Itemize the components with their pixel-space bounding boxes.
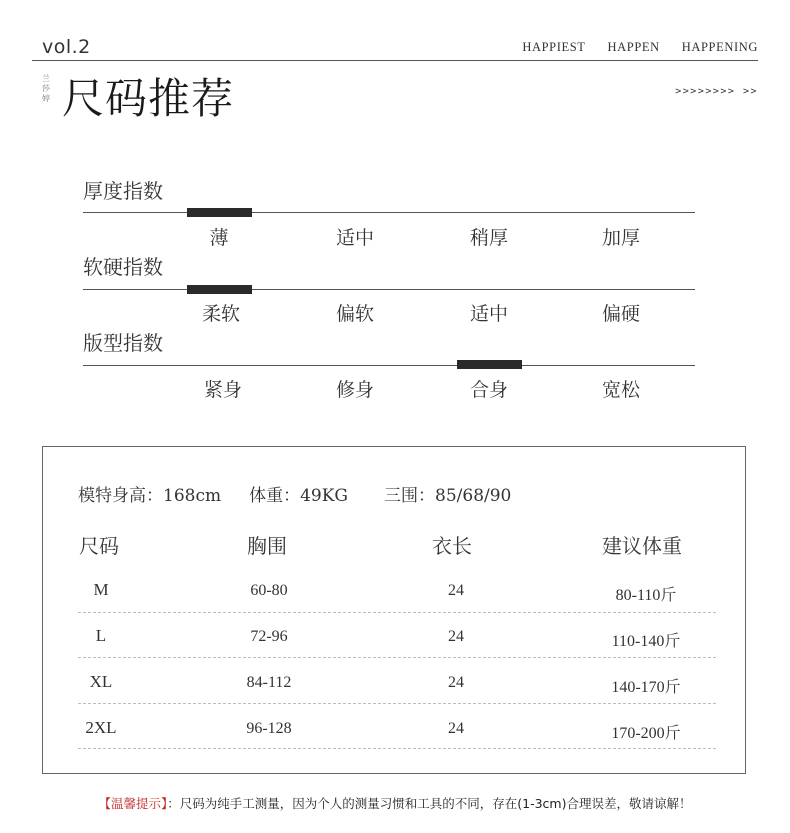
- index-option: 柔软: [201, 303, 240, 325]
- table-header-length: 衣长: [432, 534, 472, 558]
- row-divider: [78, 612, 716, 613]
- row-divider: [78, 748, 716, 749]
- index-option: 修身: [335, 379, 374, 401]
- table-header-size: 尺码: [79, 534, 119, 558]
- model-info: [78, 481, 511, 506]
- index-marker: [187, 285, 252, 294]
- tip-lead: 【温馨提示】: [98, 796, 168, 811]
- index-option: 合身: [469, 379, 508, 401]
- cell-length: 24: [448, 720, 464, 737]
- cell-weight: 110-140斤: [611, 633, 681, 650]
- index-label: 软硬指数: [83, 255, 163, 279]
- cell-size: XL: [89, 672, 113, 691]
- cell-weight: 80-110斤: [615, 587, 677, 604]
- brand-char: 兰: [42, 74, 50, 83]
- index-option: 薄: [209, 227, 229, 249]
- model-weight: 体重：49KG: [249, 486, 349, 506]
- index-option: 加厚: [601, 227, 640, 249]
- index-scale-line: [83, 365, 695, 366]
- page-title: 尺码推荐: [62, 74, 235, 123]
- cell-length: 24: [448, 628, 464, 645]
- row-divider: [78, 703, 716, 704]
- table-header-chest: 胸围: [247, 534, 287, 558]
- brand-vertical: [40, 74, 52, 104]
- model-height: 模特身高：168cm: [78, 486, 222, 506]
- index-scale-line: [83, 212, 695, 213]
- tag-happen: HAPPEN: [607, 40, 660, 54]
- index-marker: [187, 208, 252, 217]
- row-divider: [78, 657, 716, 658]
- index-option: 偏硬: [601, 303, 640, 325]
- index-option: 适中: [335, 227, 374, 249]
- vol-label: vol.2: [42, 36, 91, 58]
- tip-text: ：尺码为纯手工测量，因为个人的测量习惯和工具的不同，存在(1-3cm)合理误差，敬请谅解！: [167, 796, 692, 811]
- cell-chest: 60-80: [250, 582, 288, 599]
- arrows-decoration: >>>>>>>> >>: [675, 86, 758, 97]
- index-option: 紧身: [203, 379, 242, 401]
- cell-chest: 84-112: [246, 674, 292, 691]
- cell-size: M: [93, 580, 109, 599]
- header-divider: [32, 60, 758, 61]
- cell-chest: 96-128: [246, 720, 292, 737]
- cell-length: 24: [448, 582, 464, 599]
- cell-size: 2XL: [85, 718, 117, 737]
- brand-char: 婷: [42, 94, 50, 103]
- index-scale-line: [83, 289, 695, 290]
- cell-size: L: [95, 626, 107, 645]
- table-header-weight: 建议体重: [602, 534, 682, 558]
- index-marker: [457, 360, 522, 369]
- cell-weight: 170-200斤: [611, 725, 681, 742]
- index-label: 版型指数: [83, 331, 163, 355]
- tag-happening: HAPPENING: [681, 40, 758, 54]
- cell-chest: 72-96: [250, 628, 288, 645]
- index-label: 厚度指数: [83, 179, 163, 203]
- index-option: 稍厚: [469, 227, 508, 249]
- cell-length: 24: [448, 674, 464, 691]
- cell-weight: 140-170斤: [611, 679, 681, 696]
- index-option: 宽松: [601, 379, 640, 401]
- tip-note: [0, 794, 790, 812]
- brand-char: 莎: [42, 84, 50, 93]
- header-tags: [522, 40, 758, 55]
- index-option: 适中: [469, 303, 508, 325]
- tag-happiest: HAPPIEST: [522, 40, 586, 54]
- model-measurements: 三围：85/68/90: [384, 486, 512, 506]
- index-option: 偏软: [335, 303, 374, 325]
